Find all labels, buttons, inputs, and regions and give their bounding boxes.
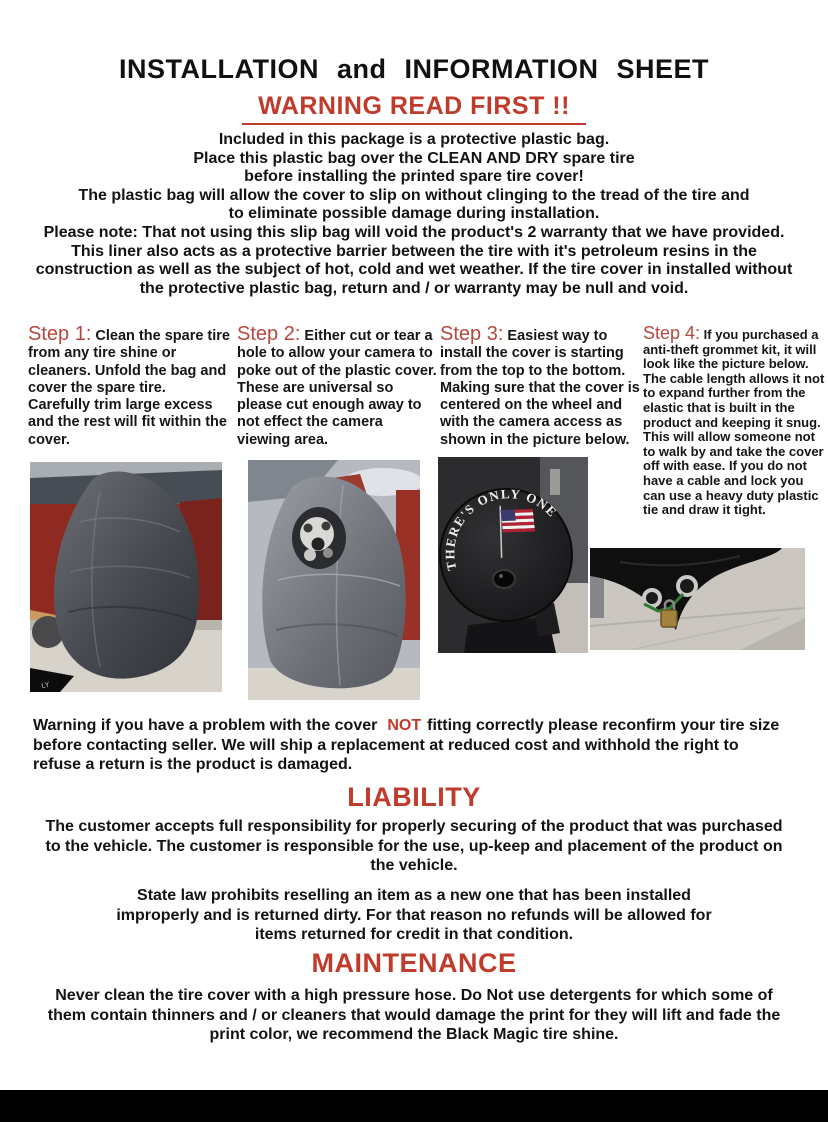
resale-paragraph xyxy=(0,886,828,945)
step-3-label: Step 3: xyxy=(440,323,504,345)
fit-warning-text: fitting correctly please reconfirm your tire size xyxy=(427,717,780,734)
maintenance-line: print color, we recommend the Black Magic tire shine. xyxy=(209,1026,619,1043)
camera-access-hole xyxy=(493,570,515,588)
resale-line: items returned for credit in that condition. xyxy=(254,926,574,943)
intro-line: the protective plastic bag, return and / or warranty may be null and void. xyxy=(139,279,689,297)
maintenance-heading: MAINTENANCE xyxy=(311,948,517,978)
bottom-black-bar xyxy=(0,1090,828,1122)
fit-warning-line: refuse a return is the product is damaged. xyxy=(33,756,353,773)
liability-line: to the vehicle. The customer is responsible for the use, up-keep and placement of the product on xyxy=(45,837,783,855)
fit-warning-paragraph xyxy=(33,716,808,775)
liability-heading: LIABILITY xyxy=(347,782,481,812)
intro-line: Included in this package is a protective plastic bag. xyxy=(218,131,610,148)
fit-warning-text: Warning if you have a problem with the cover xyxy=(33,717,378,734)
step-2-label: Step 2: xyxy=(237,323,301,345)
wheel-hub-through-hole xyxy=(292,507,346,569)
warning-heading-wrap xyxy=(0,92,828,125)
tire-cover-arc-text: THERE'S ONLY ONE xyxy=(442,486,561,572)
step-1-label: Step 1: xyxy=(28,323,92,345)
fit-warning-line: before contacting seller. We will ship a replacement at reduced cost and withhold the right to xyxy=(33,736,739,754)
photo-step4-grommet-lock xyxy=(590,548,805,650)
maintenance-line: Never clean the tire cover with a high pressure hose. Do Not use detergents for which some of xyxy=(55,987,773,1004)
liability-paragraph xyxy=(0,817,828,876)
step-1-text: Clean the spare tire from any tire shine or cleaners. Unfold the bag and cover the spare tire. Carefully trim large excess and the rest will fit within the cover. xyxy=(28,328,230,448)
step-4-text: If you purchased a anti-theft grommet kit, it will look like the picture below. The cable length allows it not to expand further from the elastic that is built in the product and keeping it snug. This will allow someone not to walk by and take the cover off with ease. If you do not have a cable and lock you can use a heavy duty plastic tie and draw it tight. xyxy=(643,327,825,518)
step-4-label: Step 4: xyxy=(643,323,701,343)
photo-step1-plastic-bag-install xyxy=(30,462,222,692)
step-1-instructions xyxy=(28,323,230,449)
fit-warning-not: NOT xyxy=(387,717,422,734)
step-3-instructions xyxy=(440,323,642,449)
intro-line: Place this plastic bag over the CLEAN AND DRY spare tire xyxy=(193,149,635,167)
photo-step2-camera-hole xyxy=(248,460,420,700)
fit-warning-line xyxy=(33,716,808,736)
resale-line: State law prohibits reselling an item as a new one that has been installed xyxy=(137,887,691,904)
maintenance-paragraph xyxy=(0,986,828,1045)
intro-line: The plastic bag will allow the cover to slip on without clinging to the tread of the tire and xyxy=(78,186,750,204)
step-2-text: Either cut or tear a hole to allow your camera to poke out of the plastic cover. These are universal so please cut enough away to not effect the camera viewing area. xyxy=(237,328,437,448)
intro-line: before installing the printed spare tire cover! xyxy=(244,168,584,186)
intro-line: Please note: That not using this slip bag will void the product's 2 warranty that we have provided. xyxy=(43,223,785,241)
page-title: INSTALLATION and INFORMATION SHEET xyxy=(119,54,709,84)
warning-heading: WARNING READ FIRST !! xyxy=(242,92,586,125)
folded-cover-text: LY xyxy=(40,681,51,690)
resale-line: improperly and is returned dirty. For that reason no refunds will be allowed for xyxy=(116,906,712,924)
maintenance-line: them contain thinners and / or cleaners that would damage the print for they will lift and fade the xyxy=(47,1006,781,1024)
intro-line: This liner also acts as a protective barrier between the tire with it's petroleum resins in the xyxy=(71,242,757,260)
step-4-instructions xyxy=(643,323,825,518)
liability-line: The customer accepts full responsibility for properly securing of the product that was purchased xyxy=(45,818,783,835)
intro-line: to eliminate possible damage during installation. xyxy=(228,205,600,223)
grommet-ring xyxy=(678,577,696,595)
step-3-text: Easiest way to install the cover is starting from the top to the bottom. Making sure that the cover is centered on the wheel and with the camera access as shown in the picture below. xyxy=(440,328,640,448)
step-2-instructions xyxy=(237,323,439,449)
photo-step3-cover-installed xyxy=(438,457,588,653)
intro-paragraph xyxy=(0,131,828,298)
liability-line: the vehicle. xyxy=(370,857,458,874)
intro-line: construction as well as the subject of hot, cold and wet weather. If the tire cover in installed without xyxy=(35,261,793,279)
